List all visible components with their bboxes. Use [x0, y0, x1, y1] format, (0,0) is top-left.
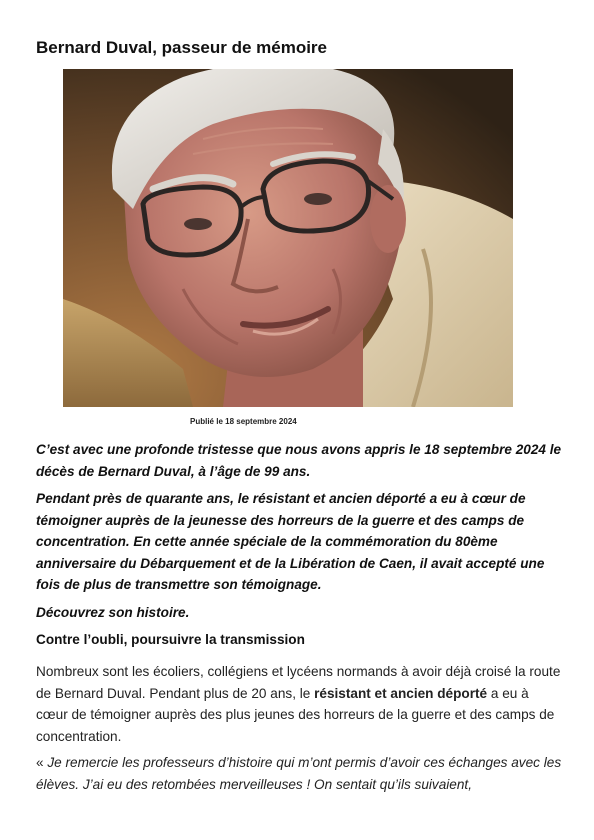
body-text-part-2: a eu à cœur de témoigner auprès des plus jeunes des horreurs de la guerre et des camps de concentration.: [36, 685, 555, 744]
publication-date-caption: Publié le 18 septembre 2024: [190, 417, 297, 426]
discover-story-line: Découvrez son histoire.: [36, 605, 190, 620]
quote-text: Je remercie les professeurs d’histoire qui m’ont permis d’avoir ces échanges avec les élèves. J’ai eu des retombées merveilleuses ! On sentait qu’ils suivaient,: [36, 755, 562, 792]
body-paragraph: [36, 661, 561, 747]
lead-paragraph-1: C’est avec une profonde tristesse que nous avons appris le 18 septembre 2024 le décès de Bernard Duval, à l’âge de 99 ans.: [36, 442, 562, 479]
body-text-bold: résistant et ancien déporté: [314, 685, 488, 701]
quote-open-mark: «: [36, 755, 48, 770]
article-title: Bernard Duval, passeur de mémoire: [36, 38, 328, 57]
body-text-part-1: Nombreux sont les écoliers, collégiens et lycéens normands à avoir déjà croisé la route de Bernard Duval. Pendant plus de 20 ans, le: [36, 664, 561, 701]
lead-paragraph-2: Pendant près de quarante ans, le résistant et ancien déporté a eu à cœur de témoigner auprès de la jeunesse des horreurs de la guerre et des camps de concentration. En cette année spéciale de la commémoration du 80ème anniversaire du Débarquement et de la Libération de Caen, il avait accepté une fois de plus de transmettre son témoignage.: [36, 491, 545, 592]
portrait-photo: [63, 69, 513, 407]
quote-paragraph: [36, 752, 566, 795]
section-subheading: Contre l’oubli, poursuivre la transmission: [36, 632, 305, 647]
